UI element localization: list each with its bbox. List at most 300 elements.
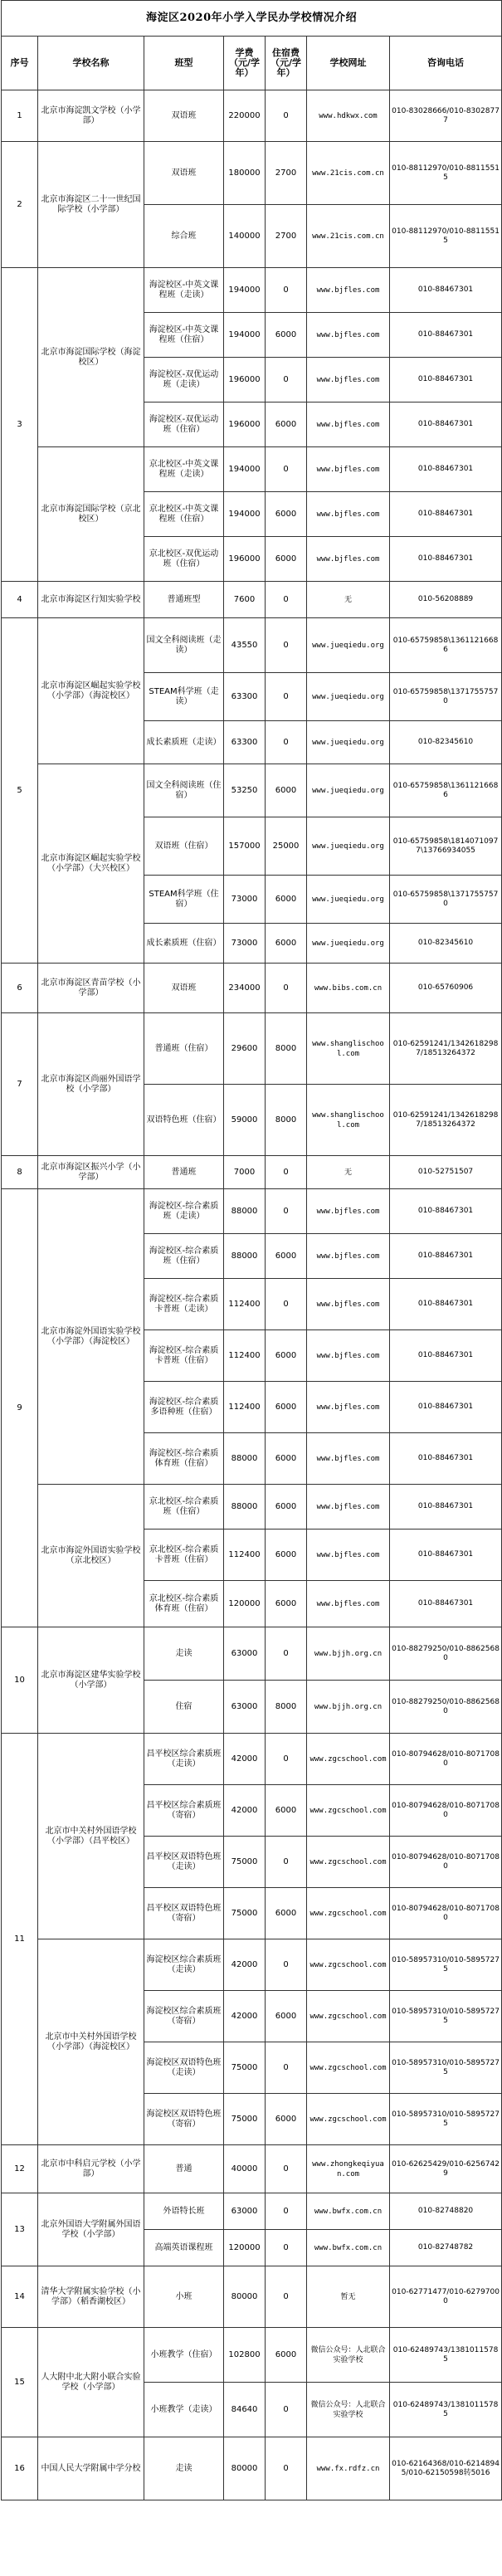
contact-phone: 010-88112970/010-88115515 [390, 142, 502, 205]
tuition-fee: 73000 [224, 924, 266, 964]
table-row [2, 2437, 502, 2500]
class-type: 海淀校区双语特色班（走读） [144, 2042, 224, 2094]
class-type: 普通班（住宿） [144, 1013, 224, 1085]
class-type: 京北校区-中英文课程班（走读） [144, 447, 224, 492]
class-type: STEAM科学班（走读） [144, 673, 224, 721]
table-row [2, 1189, 502, 1234]
class-type: 京北校区-综合素质班（住宿） [144, 1485, 224, 1530]
school-name: 北京市海淀区崛起实验学校（小学部）（大兴校区） [38, 764, 144, 964]
school-website: www.21cis.com.cn [307, 205, 390, 268]
table-row [2, 964, 502, 1013]
class-type: 海淀校区综合素质班（走读） [144, 1939, 224, 1991]
tuition-fee: 220000 [224, 90, 266, 142]
school-name: 北京市中关村外国语学校（小学部）（昌平校区） [38, 1734, 144, 1939]
contact-phone: 010-62625429/010-62567429 [390, 2145, 502, 2193]
boarding-fee: 2700 [266, 142, 307, 205]
school-website: www.bwfx.com.cn [307, 2230, 390, 2266]
tuition-fee: 7000 [224, 1156, 266, 1189]
school-number: 8 [2, 1156, 38, 1189]
table-row [2, 618, 502, 673]
tuition-fee: 73000 [224, 876, 266, 924]
school-name: 北京市海淀区建华实验学校（小学部） [38, 1627, 144, 1734]
class-type: 成长素质班（走读） [144, 721, 224, 764]
school-number: 9 [2, 1189, 38, 1627]
tuition-fee: 75000 [224, 1888, 266, 1939]
class-type: STEAM科学班（住宿） [144, 876, 224, 924]
table-row [2, 447, 502, 492]
contact-phone: 010-62489743/13810115785 [390, 2328, 502, 2383]
tuition-fee: 84640 [224, 2383, 266, 2437]
table-row [2, 90, 502, 142]
school-website: www.fx.rdfz.cn [307, 2437, 390, 2500]
contact-phone: 010-62591241/13426182987/18513264372 [390, 1013, 502, 1085]
boarding-fee: 8000 [266, 1085, 307, 1156]
tuition-fee: 40000 [224, 2145, 266, 2193]
tuition-fee: 196000 [224, 537, 266, 582]
school-number: 14 [2, 2266, 38, 2328]
school-name: 北京市海淀外国语实验学校（京北校区） [38, 1485, 144, 1627]
school-website: www.zgcschool.com [307, 1939, 390, 1991]
contact-phone: 010-88467301 [390, 1382, 502, 1433]
school-website: 微信公众号：人北联合实验学校 [307, 2328, 390, 2383]
boarding-fee: 6000 [266, 537, 307, 582]
class-type: 京北校区-综合素质卡普班（住宿） [144, 1530, 224, 1581]
tuition-fee: 112400 [224, 1382, 266, 1433]
class-type: 京北校区-中英文课程班（住宿） [144, 492, 224, 537]
school-website: 微信公众号：人北联合实验学校 [307, 2383, 390, 2437]
tuition-fee: 63000 [224, 2193, 266, 2230]
table-row [2, 142, 502, 205]
tuition-fee: 42000 [224, 1939, 266, 1991]
school-website: www.jueqiedu.org [307, 876, 390, 924]
boarding-fee: 0 [266, 1189, 307, 1234]
boarding-fee: 0 [266, 2230, 307, 2266]
boarding-fee: 0 [266, 1279, 307, 1330]
class-type: 双语班 [144, 142, 224, 205]
tuition-fee: 88000 [224, 1234, 266, 1279]
boarding-fee: 0 [266, 2042, 307, 2094]
contact-phone: 010-82748820 [390, 2193, 502, 2230]
contact-phone: 010-58957310/010-58957275 [390, 1991, 502, 2042]
boarding-fee: 6000 [266, 876, 307, 924]
tuition-fee: 42000 [224, 1785, 266, 1837]
contact-phone: 010-82748782 [390, 2230, 502, 2266]
class-type: 昌平校区综合素质班（寄宿） [144, 1785, 224, 1837]
tuition-fee: 63300 [224, 721, 266, 764]
contact-phone: 010-88467301 [390, 1485, 502, 1530]
boarding-fee: 6000 [266, 2094, 307, 2145]
tuition-fee: 75000 [224, 2094, 266, 2145]
boarding-fee: 0 [266, 964, 307, 1013]
school-name: 北京市中科启元学校（小学部） [38, 2145, 144, 2193]
contact-phone: 010-88467301 [390, 1279, 502, 1330]
school-website: www.bjfles.com [307, 358, 390, 402]
contact-phone: 010-88467301 [390, 1581, 502, 1627]
tuition-fee: 7600 [224, 582, 266, 618]
tuition-fee: 120000 [224, 2230, 266, 2266]
table-row [2, 1156, 502, 1189]
tuition-fee: 194000 [224, 313, 266, 358]
contact-phone: 010-82345610 [390, 924, 502, 964]
tuition-fee: 157000 [224, 817, 266, 876]
class-type: 双语特色班（住宿） [144, 1085, 224, 1156]
school-website: www.jueqiedu.org [307, 618, 390, 673]
tuition-fee: 102800 [224, 2328, 266, 2383]
contact-phone: 010-88467301 [390, 1530, 502, 1581]
school-website: www.bjfles.com [307, 402, 390, 447]
class-type: 海淀校区-综合素质卡普班（走读） [144, 1279, 224, 1330]
boarding-fee: 0 [266, 90, 307, 142]
class-type: 海淀校区-双优运动班（住宿） [144, 402, 224, 447]
class-type: 国文全科阅读班（走读） [144, 618, 224, 673]
class-type: 京北校区-双优运动班（住宿） [144, 537, 224, 582]
boarding-fee: 0 [266, 582, 307, 618]
table-row [2, 2266, 502, 2328]
boarding-fee: 6000 [266, 1785, 307, 1837]
class-type: 普通班型 [144, 582, 224, 618]
contact-phone: 010-80794628/010-80717080 [390, 1837, 502, 1888]
school-website: www.bjjh.org.cn [307, 1681, 390, 1734]
boarding-fee: 0 [266, 1837, 307, 1888]
school-name: 北京市海淀国际学校（京北校区） [38, 447, 144, 582]
boarding-fee: 6000 [266, 764, 307, 817]
boarding-fee: 6000 [266, 1234, 307, 1279]
class-type: 海淀校区综合素质班（寄宿） [144, 1991, 224, 2042]
school-website: www.bjfles.com [307, 1485, 390, 1530]
boarding-fee: 6000 [266, 1991, 307, 2042]
school-website: www.bjfles.com [307, 537, 390, 582]
table-row [2, 2193, 502, 2230]
tuition-fee: 63000 [224, 1627, 266, 1681]
tuition-fee: 112400 [224, 1279, 266, 1330]
school-name: 北京外国语大学附属外国语学校（小学部） [38, 2193, 144, 2266]
tuition-fee: 88000 [224, 1433, 266, 1485]
tuition-fee: 53250 [224, 764, 266, 817]
school-website: www.bjjh.org.cn [307, 1627, 390, 1681]
tuition-fee: 80000 [224, 2266, 266, 2328]
tuition-fee: 120000 [224, 1581, 266, 1627]
school-website: www.bjfles.com [307, 447, 390, 492]
class-type: 住宿 [144, 1681, 224, 1734]
boarding-fee: 0 [266, 2193, 307, 2230]
school-website: www.jueqiedu.org [307, 673, 390, 721]
school-table [1, 0, 502, 2500]
boarding-fee: 0 [266, 1734, 307, 1785]
school-number: 1 [2, 90, 38, 142]
school-name: 北京市海淀凯文学校（小学部） [38, 90, 144, 142]
class-type: 高端英语课程班 [144, 2230, 224, 2266]
class-type: 综合班 [144, 205, 224, 268]
boarding-fee: 0 [266, 2437, 307, 2500]
page [1, 0, 501, 2500]
class-type: 昌平校区综合素质班（走读） [144, 1734, 224, 1785]
table-row [2, 1013, 502, 1085]
school-name: 北京市海淀区二十一世纪国际学校（小学部） [38, 142, 144, 268]
contact-phone: 010-88467301 [390, 268, 502, 313]
school-website: www.jueqiedu.org [307, 817, 390, 876]
boarding-fee: 6000 [266, 1485, 307, 1530]
school-website: 暂无 [307, 2266, 390, 2328]
school-number: 16 [2, 2437, 38, 2500]
school-website: www.zgcschool.com [307, 2042, 390, 2094]
tuition-fee: 112400 [224, 1530, 266, 1581]
school-name: 北京市中关村外国语学校（小学部）（海淀校区） [38, 1939, 144, 2145]
contact-phone: 010-88467301 [390, 537, 502, 582]
boarding-fee: 0 [266, 268, 307, 313]
contact-phone: 010-65759858\13611216686 [390, 764, 502, 817]
contact-phone: 010-80794628/010-80717080 [390, 1888, 502, 1939]
contact-phone: 010-58957310/010-58957275 [390, 2094, 502, 2145]
school-number: 6 [2, 964, 38, 1013]
contact-phone: 010-65760906 [390, 964, 502, 1013]
school-website: www.21cis.com.cn [307, 142, 390, 205]
boarding-fee: 8000 [266, 1681, 307, 1734]
school-website: www.jueqiedu.org [307, 764, 390, 817]
contact-phone: 010-65759858\18140710977\13766934055 [390, 817, 502, 876]
school-name: 人大附中北大附小联合实验学校（小学部） [38, 2328, 144, 2437]
class-type: 成长素质班（住宿） [144, 924, 224, 964]
tuition-fee: 234000 [224, 964, 266, 1013]
boarding-fee: 8000 [266, 1013, 307, 1085]
header-no: 序号 [2, 37, 38, 90]
school-website: www.bjfles.com [307, 492, 390, 537]
contact-phone: 010-88467301 [390, 492, 502, 537]
tuition-fee: 63000 [224, 1681, 266, 1734]
header-phone: 咨询电话 [390, 37, 502, 90]
tuition-fee: 75000 [224, 1837, 266, 1888]
contact-phone: 010-83028666/010-83028777 [390, 90, 502, 142]
class-type: 海淀校区-综合素质班（走读） [144, 1189, 224, 1234]
boarding-fee: 6000 [266, 1581, 307, 1627]
school-website: www.zgcschool.com [307, 2094, 390, 2145]
boarding-fee: 6000 [266, 924, 307, 964]
contact-phone: 010-65759858\13717557570 [390, 876, 502, 924]
school-number: 12 [2, 2145, 38, 2193]
boarding-fee: 0 [266, 1627, 307, 1681]
contact-phone: 010-88467301 [390, 1189, 502, 1234]
boarding-fee: 6000 [266, 313, 307, 358]
header-website: 学校网址 [307, 37, 390, 90]
school-website: www.bjfles.com [307, 268, 390, 313]
class-type: 昌平校区双语特色班（寄宿） [144, 1888, 224, 1939]
tuition-fee: 88000 [224, 1189, 266, 1234]
school-website: 无 [307, 1156, 390, 1189]
boarding-fee: 0 [266, 2266, 307, 2328]
class-type: 京北校区-综合素质体育班（住宿） [144, 1581, 224, 1627]
school-website: www.zgcschool.com [307, 1785, 390, 1837]
class-type: 外语特长班 [144, 2193, 224, 2230]
school-name: 北京市海淀区青苗学校（小学部） [38, 964, 144, 1013]
tuition-fee: 194000 [224, 492, 266, 537]
tuition-fee: 59000 [224, 1085, 266, 1156]
tuition-fee: 140000 [224, 205, 266, 268]
table-row [2, 2328, 502, 2383]
school-website: www.bjfles.com [307, 313, 390, 358]
class-type: 海淀校区-中英文课程班（住宿） [144, 313, 224, 358]
boarding-fee: 0 [266, 673, 307, 721]
contact-phone: 010-88467301 [390, 358, 502, 402]
header-boarding-fee: 住宿费（元/学年） [266, 37, 307, 90]
contact-phone: 010-88467301 [390, 447, 502, 492]
table-body [2, 90, 502, 2500]
tuition-fee: 80000 [224, 2437, 266, 2500]
school-website: www.zgcschool.com [307, 1888, 390, 1939]
tuition-fee: 194000 [224, 447, 266, 492]
table-row [2, 1627, 502, 1681]
school-website: www.bjfles.com [307, 1530, 390, 1581]
class-type: 海淀校区-双优运动班（走读） [144, 358, 224, 402]
table-row [2, 268, 502, 313]
boarding-fee: 0 [266, 2145, 307, 2193]
contact-phone: 010-56208889 [390, 582, 502, 618]
class-type: 海淀校区-综合素质多语种班（住宿） [144, 1382, 224, 1433]
header-class-type: 班型 [144, 37, 224, 90]
school-website: www.bjfles.com [307, 1433, 390, 1485]
boarding-fee: 0 [266, 1156, 307, 1189]
school-website: www.zgcschool.com [307, 1734, 390, 1785]
school-name: 清华大学附属实验学校（小学部）（稻香湖校区） [38, 2266, 144, 2328]
class-type: 小班教学（住宿） [144, 2328, 224, 2383]
school-number: 13 [2, 2193, 38, 2266]
boarding-fee: 0 [266, 2383, 307, 2437]
boarding-fee: 6000 [266, 1888, 307, 1939]
table-row [2, 1485, 502, 1530]
tuition-fee: 196000 [224, 358, 266, 402]
school-website: www.shanglischool.com [307, 1085, 390, 1156]
school-website: www.bjfles.com [307, 1279, 390, 1330]
boarding-fee: 0 [266, 358, 307, 402]
tuition-fee: 180000 [224, 142, 266, 205]
boarding-fee: 6000 [266, 1382, 307, 1433]
school-name: 北京市海淀区尚丽外国语学校（小学部） [38, 1013, 144, 1156]
school-number: 4 [2, 582, 38, 618]
contact-phone: 010-62164368/010-62148945/010-62150598转5016 [390, 2437, 502, 2500]
school-number: 11 [2, 1734, 38, 2145]
school-number: 3 [2, 268, 38, 582]
class-type: 国文全科阅读班（住宿） [144, 764, 224, 817]
contact-phone: 010-65759858\13717557570 [390, 673, 502, 721]
boarding-fee: 6000 [266, 2328, 307, 2383]
contact-phone: 010-80794628/010-80717080 [390, 1785, 502, 1837]
contact-phone: 010-52751507 [390, 1156, 502, 1189]
class-type: 小班 [144, 2266, 224, 2328]
table-title: 海淀区2020年小学入学民办学校情况介绍 [2, 1, 502, 37]
boarding-fee: 0 [266, 618, 307, 673]
boarding-fee: 6000 [266, 1530, 307, 1581]
school-number: 10 [2, 1627, 38, 1734]
contact-phone: 010-88112970/010-88115515 [390, 205, 502, 268]
class-type: 海淀校区-综合素质体育班（住宿） [144, 1433, 224, 1485]
tuition-fee: 194000 [224, 268, 266, 313]
school-website: 无 [307, 582, 390, 618]
boarding-fee: 6000 [266, 1330, 307, 1382]
contact-phone: 010-88467301 [390, 402, 502, 447]
table-row [2, 1734, 502, 1785]
school-website: www.bjfles.com [307, 1234, 390, 1279]
header-row [2, 37, 502, 90]
school-website: www.hdkwx.com [307, 90, 390, 142]
contact-phone: 010-65759858\13611216686 [390, 618, 502, 673]
boarding-fee: 0 [266, 1939, 307, 1991]
school-number: 5 [2, 618, 38, 964]
school-name: 北京市海淀区行知实验学校 [38, 582, 144, 618]
tuition-fee: 29600 [224, 1013, 266, 1085]
school-name: 北京市海淀区振兴小学（小学部） [38, 1156, 144, 1189]
class-type: 双语班（住宿） [144, 817, 224, 876]
contact-phone: 010-62489743/13810115785 [390, 2383, 502, 2437]
class-type: 双语班 [144, 964, 224, 1013]
tuition-fee: 43550 [224, 618, 266, 673]
tuition-fee: 88000 [224, 1485, 266, 1530]
school-website: www.jueqiedu.org [307, 924, 390, 964]
boarding-fee: 6000 [266, 1433, 307, 1485]
school-website: www.bwfx.com.cn [307, 2193, 390, 2230]
contact-phone: 010-88279250/010-88625680 [390, 1681, 502, 1734]
class-type: 海淀校区双语特色班（寄宿） [144, 2094, 224, 2145]
tuition-fee: 75000 [224, 2042, 266, 2094]
contact-phone: 010-80794628/010-80717080 [390, 1734, 502, 1785]
boarding-fee: 25000 [266, 817, 307, 876]
school-website: www.bjfles.com [307, 1189, 390, 1234]
school-website: www.shanglischool.com [307, 1013, 390, 1085]
class-type: 海淀校区-中英文课程班（走读） [144, 268, 224, 313]
header-school-name: 学校名称 [38, 37, 144, 90]
contact-phone: 010-58957310/010-58957275 [390, 2042, 502, 2094]
class-type: 走读 [144, 2437, 224, 2500]
school-name: 北京市海淀外国语实验学校（小学部）（海淀校区） [38, 1189, 144, 1485]
table-row [2, 764, 502, 817]
school-website: www.zgcschool.com [307, 1991, 390, 2042]
class-type: 普通班 [144, 1156, 224, 1189]
contact-phone: 010-58957310/010-58957275 [390, 1939, 502, 1991]
contact-phone: 010-62591241/13426182987/18513264372 [390, 1085, 502, 1156]
header-tuition: 学费（元/学年） [224, 37, 266, 90]
tuition-fee: 42000 [224, 1991, 266, 2042]
school-website: www.bjfles.com [307, 1581, 390, 1627]
contact-phone: 010-88467301 [390, 1330, 502, 1382]
school-website: www.bibs.com.cn [307, 964, 390, 1013]
class-type: 双语班 [144, 90, 224, 142]
boarding-fee: 0 [266, 721, 307, 764]
contact-phone: 010-62771477/010-62797000 [390, 2266, 502, 2328]
tuition-fee: 42000 [224, 1734, 266, 1785]
boarding-fee: 6000 [266, 402, 307, 447]
class-type: 走读 [144, 1627, 224, 1681]
tuition-fee: 196000 [224, 402, 266, 447]
class-type: 海淀校区-综合素质卡普班（住宿） [144, 1330, 224, 1382]
tuition-fee: 112400 [224, 1330, 266, 1382]
class-type: 昌平校区双语特色班（走读） [144, 1837, 224, 1888]
school-number: 7 [2, 1013, 38, 1156]
contact-phone: 010-88467301 [390, 313, 502, 358]
school-number: 2 [2, 142, 38, 268]
boarding-fee: 0 [266, 447, 307, 492]
school-website: www.zgcschool.com [307, 1837, 390, 1888]
contact-phone: 010-88467301 [390, 1234, 502, 1279]
tuition-fee: 63300 [224, 673, 266, 721]
boarding-fee: 2700 [266, 205, 307, 268]
contact-phone: 010-88279250/010-88625680 [390, 1627, 502, 1681]
class-type: 海淀校区-综合素质班（住宿） [144, 1234, 224, 1279]
school-website: www.bjfles.com [307, 1382, 390, 1433]
contact-phone: 010-82345610 [390, 721, 502, 764]
table-row [2, 2145, 502, 2193]
school-name: 北京市海淀国际学校（海淀校区） [38, 268, 144, 447]
table-row [2, 1939, 502, 1991]
contact-phone: 010-88467301 [390, 1433, 502, 1485]
school-website: www.jueqiedu.org [307, 721, 390, 764]
school-website: www.zhongkeqiyuan.com [307, 2145, 390, 2193]
